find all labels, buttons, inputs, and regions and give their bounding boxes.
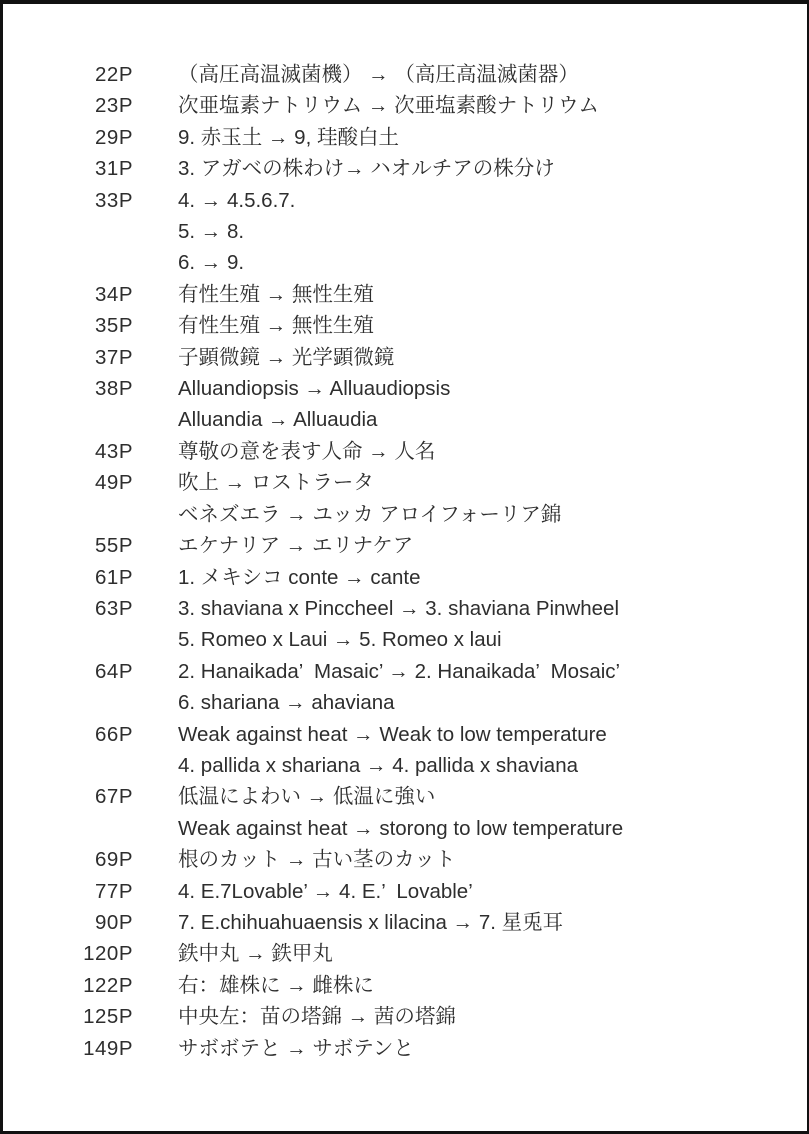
correction-text: Weak against heat → storong to low temperature bbox=[178, 816, 624, 840]
errata-row bbox=[3, 970, 807, 1001]
page-number: 34P bbox=[95, 282, 133, 306]
correction-text: 4. E.7Lovable’ → 4. E.’ Lovable’ bbox=[178, 879, 473, 903]
page-number: 69P bbox=[95, 848, 133, 872]
errata-list bbox=[3, 4, 807, 1064]
page-number: 120P bbox=[83, 942, 133, 966]
errata-row bbox=[3, 781, 807, 812]
correction-text: 子顕微鏡 → 光学顕微鏡 bbox=[178, 345, 395, 369]
errata-row bbox=[3, 719, 807, 750]
errata-row bbox=[3, 59, 807, 90]
page-number: 55P bbox=[95, 534, 133, 558]
page-number: 37P bbox=[95, 345, 133, 369]
errata-row bbox=[3, 876, 807, 907]
correction-text: 3. アガベの株わけ→ ハオルチアの株分け bbox=[178, 157, 555, 181]
page-number: 35P bbox=[95, 314, 133, 338]
errata-row bbox=[3, 593, 807, 624]
page-number: 66P bbox=[95, 722, 133, 746]
correction-text: （高圧高温滅菌機） → （高圧高温滅菌器） bbox=[178, 63, 579, 86]
correction-text: 有性生殖 → 無性生殖 bbox=[178, 314, 374, 338]
correction-text: エケナリア → エリナケア bbox=[178, 534, 414, 558]
correction-text: 鉄中丸 → 鉄甲丸 bbox=[178, 942, 333, 966]
correction-text: 次亜塩素ナトリウム → 次亜塩素酸ナトリウム bbox=[178, 94, 599, 118]
correction-text: Weak against heat → Weak to low temperature bbox=[178, 722, 607, 746]
errata-row bbox=[3, 687, 807, 718]
correction-text: Alluandia → Alluaudia bbox=[178, 408, 378, 432]
correction-text: 吹上 → ロストラータ bbox=[178, 471, 374, 495]
errata-row bbox=[3, 1001, 807, 1032]
page-number: 33P bbox=[95, 188, 133, 212]
correction-text: 6. → 9. bbox=[178, 251, 245, 275]
errata-row bbox=[3, 404, 807, 435]
page-number: 49P bbox=[95, 471, 133, 495]
errata-row bbox=[3, 907, 807, 938]
correction-text: 有性生殖 → 無性生殖 bbox=[178, 282, 374, 306]
page-number: 22P bbox=[95, 63, 133, 86]
correction-text: 4. → 4.5.6.7. bbox=[178, 188, 296, 212]
errata-row bbox=[3, 90, 807, 121]
page-number: 63P bbox=[95, 596, 133, 620]
page-number: 64P bbox=[95, 659, 133, 683]
errata-row bbox=[3, 436, 807, 467]
errata-row bbox=[3, 750, 807, 781]
errata-row bbox=[3, 813, 807, 844]
correction-text: 6. shariana → ahaviana bbox=[178, 691, 395, 715]
page-number: 122P bbox=[83, 973, 133, 997]
page-number: 90P bbox=[95, 910, 133, 934]
correction-text: 3. shaviana x Pinccheel → 3. shaviana Pinwheel bbox=[178, 596, 620, 620]
errata-row bbox=[3, 247, 807, 278]
errata-row bbox=[3, 185, 807, 216]
correction-text: 尊敬の意を表す人命 → 人名 bbox=[178, 439, 436, 463]
errata-row bbox=[3, 656, 807, 687]
page-number: 31P bbox=[95, 157, 133, 181]
correction-text: 2. Hanaikada’ Masaic’ → 2. Hanaikada’ Mosaic’ bbox=[178, 659, 621, 683]
correction-text: Alluandiopsis → Alluaudiopsis bbox=[178, 377, 451, 401]
errata-row bbox=[3, 373, 807, 404]
errata-row bbox=[3, 499, 807, 530]
correction-text: 根のカット → 古い茎のカット bbox=[178, 848, 456, 872]
errata-row bbox=[3, 279, 807, 310]
errata-row bbox=[3, 342, 807, 373]
errata-row bbox=[3, 122, 807, 153]
page-number: 23P bbox=[95, 94, 133, 118]
correction-text: 中央左：苗の塔錦 → 茜の塔錦 bbox=[178, 1005, 456, 1029]
correction-text: 1. メキシコ conte → cante bbox=[178, 565, 421, 589]
correction-text: 7. E.chihuahuaensis x lilacina → 7. 星兎耳 bbox=[178, 910, 564, 934]
correction-text: ベネズエラ → ユッカ アロイフォーリア錦 bbox=[178, 502, 562, 526]
correction-text: 4. pallida x shariana → 4. pallida x shaviana bbox=[178, 753, 578, 777]
page-number: 77P bbox=[95, 879, 133, 903]
correction-text: 5. → 8. bbox=[178, 220, 245, 244]
page-number: 61P bbox=[95, 565, 133, 589]
page-number: 29P bbox=[95, 125, 133, 149]
correction-text: 右：雄株に → 雌株に bbox=[178, 973, 374, 997]
page-number: 67P bbox=[95, 785, 133, 809]
correction-text: 低温によわい → 低温に強い bbox=[178, 785, 436, 809]
correction-text: 5. Romeo x Laui → 5. Romeo x laui bbox=[178, 628, 502, 652]
errata-row bbox=[3, 153, 807, 184]
errata-row bbox=[3, 530, 807, 561]
correction-text: 9. 赤玉土 → 9, 珪酸白土 bbox=[178, 125, 399, 149]
errata-row bbox=[3, 310, 807, 341]
page-number: 38P bbox=[95, 377, 133, 401]
correction-text: サボボテと → サボテンと bbox=[178, 1036, 414, 1060]
page-number: 149P bbox=[83, 1036, 133, 1060]
page-number: 43P bbox=[95, 439, 133, 463]
errata-row bbox=[3, 624, 807, 655]
errata-row bbox=[3, 844, 807, 875]
errata-row bbox=[3, 467, 807, 498]
errata-row bbox=[3, 562, 807, 593]
errata-row bbox=[3, 938, 807, 969]
errata-row bbox=[3, 1033, 807, 1064]
errata-row bbox=[3, 216, 807, 247]
page-number: 125P bbox=[83, 1005, 133, 1029]
